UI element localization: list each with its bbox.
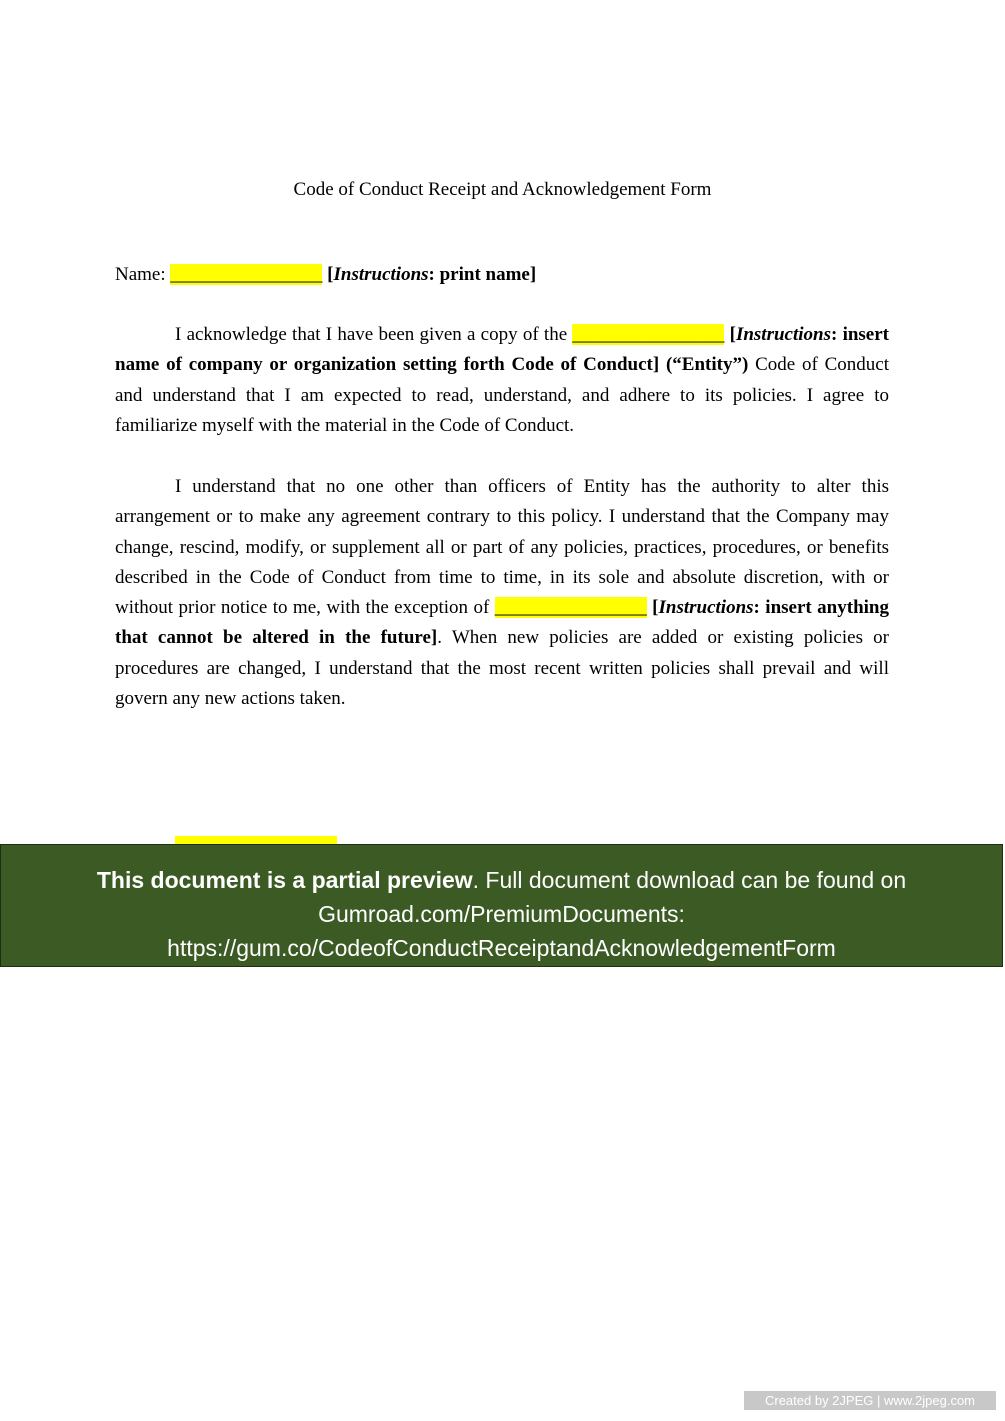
watermark: Created by 2JPEG | www.2jpeg.com [744,1391,996,1410]
acknowledgement-paragraph [115,320,889,441]
banner-text: . Full document download can be found on Gumroad.com/PremiumDocuments: [318,867,907,927]
company-instruction: [Instructions: insert name of company or organization setting forth Code of Conduct] (“Entity”) [115,324,890,376]
exception-instruction: [Instructions: insert anything that cannot be altered in the future] [115,597,889,649]
para1-text-a: I acknowledge that I have been given a copy of the [175,324,573,345]
preview-banner [0,844,1003,967]
name-blank-field: ________________ [170,264,323,285]
company-blank-field: ________________ [572,324,725,345]
para2-text-a: I understand that no one other than officers of Entity has the authority to alter this arrangement or to make any agreement contrary to this policy. I understand that the Company may change, rescind, modify, or supplement all or part of any policies, practices, procedures, or benefits described in the Code of Conduct from time to time, in its sole and absolute discretion, with or without prior notice to me, with the exception of [115,476,889,619]
policy-paragraph [115,472,889,714]
exception-blank-field: ________________ [494,597,647,619]
name-instruction: [Instructions: print name] [327,264,537,285]
para1-text-b: Code of Conduct and understand that I am expected to read, understand, and adhere to its policies. I agree to familiarize myself with the material in the Code of Conduct. [115,354,890,436]
banner-url-link[interactable]: https://gum.co/CodeofConductReceiptandAcknowledgementForm [167,935,836,961]
name-label: Name: [115,264,166,285]
banner-bold-text: This document is a partial preview [96,867,473,893]
para2-text-b: . When new policies are added or existing policies or procedures are changed, I understand that the most recent written policies shall prevail and will govern any new actions taken. [115,627,889,710]
name-line [115,262,889,288]
document-title: Code of Conduct Receipt and Acknowledgement Form [293,179,712,200]
